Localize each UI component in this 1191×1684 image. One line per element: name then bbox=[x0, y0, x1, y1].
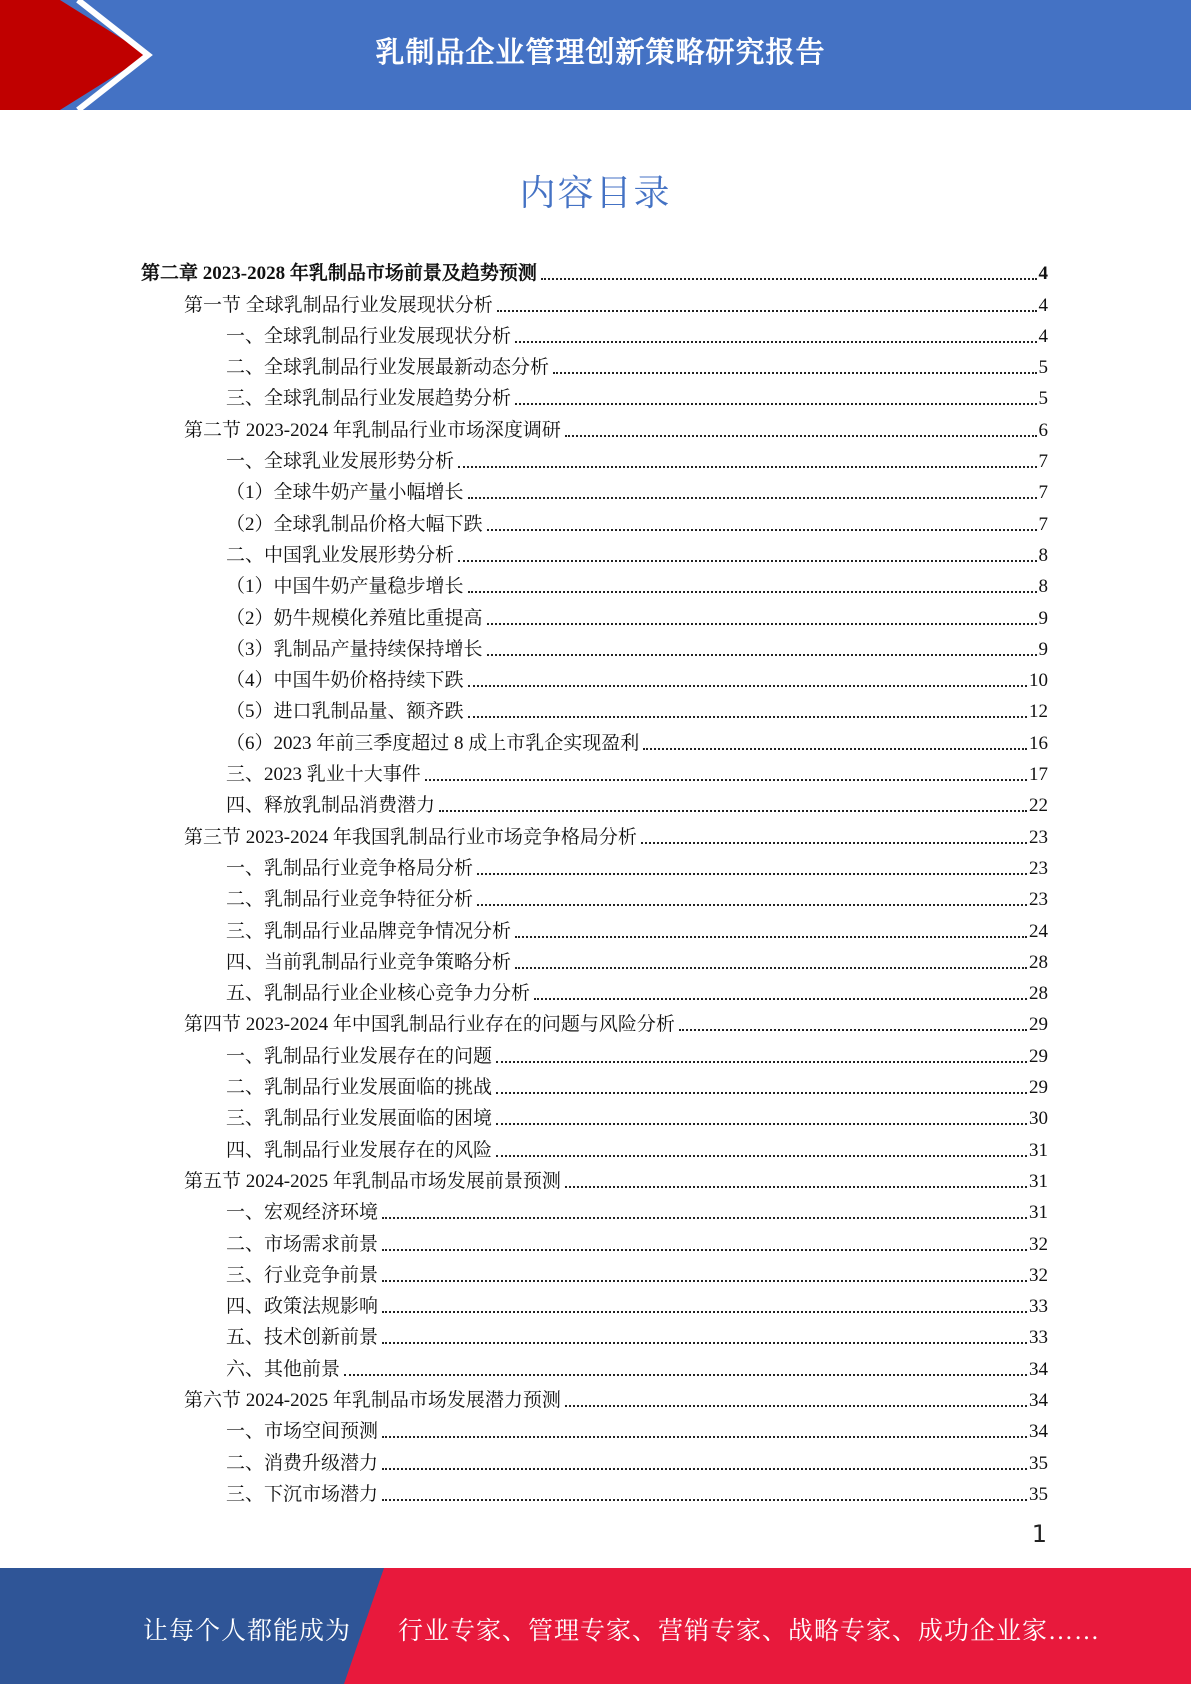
toc-entry[interactable] bbox=[0, 1257, 1191, 1288]
toc-entry[interactable] bbox=[0, 349, 1191, 380]
toc-entry-title: 第四节 2023-2024 年中国乳制品行业存在的问题与风险分析 bbox=[184, 1014, 675, 1036]
toc-entry-page: 32 bbox=[1029, 1264, 1048, 1286]
toc-entry-title: 三、乳制品行业发展面临的困境 bbox=[226, 1108, 493, 1130]
toc-entry[interactable] bbox=[0, 756, 1191, 787]
toc-entry-title: 一、全球乳业发展形势分析 bbox=[226, 451, 455, 473]
table-of-contents bbox=[0, 255, 1191, 1507]
toc-entry[interactable] bbox=[0, 1382, 1191, 1413]
toc-entry[interactable] bbox=[0, 1037, 1191, 1068]
toc-entry-page: 33 bbox=[1029, 1296, 1048, 1318]
toc-entry[interactable] bbox=[0, 1194, 1191, 1225]
toc-entry[interactable] bbox=[0, 380, 1191, 411]
toc-leader-dots bbox=[541, 278, 1037, 280]
toc-entry-page: 31 bbox=[1029, 1139, 1048, 1161]
toc-leader-dots bbox=[487, 654, 1037, 656]
toc-entry[interactable] bbox=[0, 1319, 1191, 1350]
toc-leader-dots bbox=[643, 748, 1027, 750]
toc-entry[interactable] bbox=[0, 881, 1191, 912]
toc-entry-page: 7 bbox=[1038, 513, 1048, 535]
toc-entry[interactable] bbox=[0, 599, 1191, 630]
toc-leader-dots bbox=[344, 1374, 1027, 1376]
toc-entry-page: 29 bbox=[1029, 1077, 1048, 1099]
toc-leader-dots bbox=[515, 341, 1036, 343]
toc-entry[interactable] bbox=[0, 1131, 1191, 1162]
toc-entry-page: 28 bbox=[1029, 951, 1048, 973]
toc-entry-page: 9 bbox=[1038, 638, 1048, 660]
toc-entry-title: （4）中国牛奶价格持续下跌 bbox=[226, 670, 464, 692]
toc-entry[interactable] bbox=[0, 1100, 1191, 1131]
toc-entry-page: 34 bbox=[1029, 1389, 1048, 1411]
toc-entry-title: （1）全球牛奶产量小幅增长 bbox=[226, 482, 464, 504]
toc-entry[interactable] bbox=[0, 1069, 1191, 1100]
toc-entry-page: 29 bbox=[1029, 1045, 1048, 1067]
toc-entry-page: 31 bbox=[1029, 1170, 1048, 1192]
toc-entry[interactable] bbox=[0, 693, 1191, 724]
toc-entry-title: 二、全球乳制品行业发展最新动态分析 bbox=[226, 357, 550, 379]
toc-entry-page: 35 bbox=[1029, 1483, 1048, 1505]
toc-entry-page: 17 bbox=[1029, 764, 1048, 786]
toc-entry-title: 一、乳制品行业发展存在的问题 bbox=[226, 1045, 493, 1067]
toc-entry[interactable] bbox=[0, 631, 1191, 662]
toc-entry[interactable] bbox=[0, 474, 1191, 505]
toc-entry[interactable] bbox=[0, 568, 1191, 599]
toc-entry-title: 三、2023 乳业十大事件 bbox=[226, 764, 421, 786]
toc-entry-title: 二、乳制品行业竞争特征分析 bbox=[226, 889, 474, 911]
toc-entry-page: 10 bbox=[1029, 670, 1048, 692]
toc-leader-dots bbox=[382, 1436, 1027, 1438]
toc-entry-page: 8 bbox=[1038, 544, 1048, 566]
toc-entry-page: 23 bbox=[1029, 857, 1048, 879]
toc-leader-dots bbox=[425, 779, 1027, 781]
toc-leader-dots bbox=[534, 998, 1027, 1000]
toc-entry-title: 第五节 2024-2025 年乳制品市场发展前景预测 bbox=[184, 1170, 561, 1192]
toc-entry-page: 4 bbox=[1038, 294, 1048, 316]
page-footer bbox=[0, 1568, 1191, 1684]
toc-leader-dots bbox=[458, 466, 1036, 468]
toc-entry[interactable] bbox=[0, 1476, 1191, 1507]
toc-entry[interactable] bbox=[0, 255, 1191, 286]
toc-entry-page: 9 bbox=[1038, 607, 1048, 629]
toc-entry[interactable] bbox=[0, 286, 1191, 317]
toc-leader-dots bbox=[468, 685, 1027, 687]
toc-entry-page: 4 bbox=[1038, 325, 1048, 347]
toc-leader-dots bbox=[487, 623, 1037, 625]
toc-entry-page: 24 bbox=[1029, 920, 1048, 942]
toc-entry[interactable] bbox=[0, 850, 1191, 881]
toc-entry-title: 二、市场需求前景 bbox=[226, 1233, 379, 1255]
toc-entry-page: 22 bbox=[1029, 795, 1048, 817]
toc-entry[interactable] bbox=[0, 443, 1191, 474]
toc-entry-title: 一、乳制品行业竞争格局分析 bbox=[226, 857, 474, 879]
toc-entry-title: 一、市场空间预测 bbox=[226, 1421, 379, 1443]
toc-leader-dots bbox=[477, 873, 1027, 875]
toc-entry-page: 12 bbox=[1029, 701, 1048, 723]
toc-leader-dots bbox=[565, 1186, 1027, 1188]
toc-entry-title: 第一节 全球乳制品行业发展现状分析 bbox=[184, 294, 493, 316]
toc-entry-page: 7 bbox=[1038, 451, 1048, 473]
toc-entry-page: 35 bbox=[1029, 1452, 1048, 1474]
toc-leader-dots bbox=[487, 529, 1037, 531]
toc-leader-dots bbox=[468, 591, 1037, 593]
toc-entry[interactable] bbox=[0, 1350, 1191, 1381]
toc-leader-dots bbox=[382, 1342, 1027, 1344]
toc-entry-title: （6）2023 年前三季度超过 8 成上市乳企实现盈利 bbox=[226, 732, 640, 754]
toc-leader-dots bbox=[496, 1155, 1027, 1157]
toc-entry-title: 五、技术创新前景 bbox=[226, 1327, 379, 1349]
toc-entry[interactable] bbox=[0, 537, 1191, 568]
toc-entry[interactable] bbox=[0, 1163, 1191, 1194]
toc-entry[interactable] bbox=[0, 1225, 1191, 1256]
toc-entry-title: 三、行业竞争前景 bbox=[226, 1264, 379, 1286]
toc-entry-title: （2）奶牛规模化养殖比重提高 bbox=[226, 607, 483, 629]
toc-entry-title: 第三节 2023-2024 年我国乳制品行业市场竞争格局分析 bbox=[184, 826, 637, 848]
toc-entry-title: 第二节 2023-2024 年乳制品行业市场深度调研 bbox=[184, 419, 561, 441]
toc-entry-title: （3）乳制品产量持续保持增长 bbox=[226, 638, 483, 660]
toc-entry-page: 8 bbox=[1038, 576, 1048, 598]
toc-entry-title: 五、乳制品行业企业核心竞争力分析 bbox=[226, 983, 531, 1005]
footer-slogan-left: 让每个人都能成为 bbox=[143, 1618, 352, 1645]
toc-leader-dots bbox=[382, 1280, 1027, 1282]
toc-entry[interactable] bbox=[0, 912, 1191, 943]
toc-entry-page: 32 bbox=[1029, 1233, 1048, 1255]
toc-entry-title: （2）全球乳制品价格大幅下跌 bbox=[226, 513, 483, 535]
toc-entry-page: 5 bbox=[1038, 357, 1048, 379]
toc-entry[interactable] bbox=[0, 411, 1191, 442]
toc-entry-page: 29 bbox=[1029, 1014, 1048, 1036]
toc-entry-page: 23 bbox=[1029, 889, 1048, 911]
toc-entry-title: 四、乳制品行业发展存在的风险 bbox=[226, 1139, 493, 1161]
toc-leader-dots bbox=[679, 1029, 1027, 1031]
toc-entry-title: （1）中国牛奶产量稳步增长 bbox=[226, 576, 464, 598]
toc-entry-title: 四、释放乳制品消费潜力 bbox=[226, 795, 436, 817]
toc-entry[interactable] bbox=[0, 944, 1191, 975]
toc-leader-dots bbox=[468, 716, 1027, 718]
toc-entry-title: 三、全球乳制品行业发展趋势分析 bbox=[226, 388, 512, 410]
toc-leader-dots bbox=[497, 310, 1037, 312]
toc-leader-dots bbox=[382, 1468, 1027, 1470]
toc-entry[interactable] bbox=[0, 1413, 1191, 1444]
toc-leader-dots bbox=[439, 810, 1027, 812]
toc-entry-title: 四、当前乳制品行业竞争策略分析 bbox=[226, 951, 512, 973]
toc-entry[interactable] bbox=[0, 1444, 1191, 1475]
page-header bbox=[0, 0, 1191, 110]
toc-entry-title: 四、政策法规影响 bbox=[226, 1296, 379, 1318]
toc-entry-title: 二、中国乳业发展形势分析 bbox=[226, 544, 455, 566]
toc-entry[interactable] bbox=[0, 505, 1191, 536]
toc-leader-dots bbox=[382, 1499, 1027, 1501]
toc-entry-page: 5 bbox=[1038, 388, 1048, 410]
toc-entry-page: 30 bbox=[1029, 1108, 1048, 1130]
toc-entry-title: 第六节 2024-2025 年乳制品市场发展潜力预测 bbox=[184, 1389, 561, 1411]
toc-entry-title: 二、消费升级潜力 bbox=[226, 1452, 379, 1474]
toc-entry[interactable] bbox=[0, 662, 1191, 693]
toc-leader-dots bbox=[496, 1061, 1027, 1063]
toc-leader-dots bbox=[382, 1217, 1027, 1219]
toc-leader-dots bbox=[641, 842, 1027, 844]
toc-entry-page: 34 bbox=[1029, 1421, 1048, 1443]
toc-entry[interactable] bbox=[0, 1288, 1191, 1319]
toc-leader-dots bbox=[515, 967, 1027, 969]
toc-leader-dots bbox=[553, 372, 1036, 374]
toc-entry-page: 28 bbox=[1029, 983, 1048, 1005]
toc-entry[interactable] bbox=[0, 787, 1191, 818]
toc-leader-dots bbox=[477, 904, 1027, 906]
toc-entry-page: 34 bbox=[1029, 1358, 1048, 1380]
toc-entry-title: 六、其他前景 bbox=[226, 1358, 341, 1380]
toc-entry-title: 一、宏观经济环境 bbox=[226, 1202, 379, 1224]
toc-entry-page: 4 bbox=[1038, 263, 1048, 285]
toc-entry[interactable] bbox=[0, 724, 1191, 755]
toc-entry[interactable] bbox=[0, 318, 1191, 349]
header-title: 乳制品企业管理创新策略研究报告 bbox=[375, 35, 826, 69]
toc-leader-dots bbox=[496, 1123, 1027, 1125]
toc-leader-dots bbox=[382, 1249, 1027, 1251]
toc-entry-title: 第二章 2023-2028 年乳制品市场前景及趋势预测 bbox=[141, 263, 537, 285]
toc-leader-dots bbox=[382, 1311, 1027, 1313]
toc-leader-dots bbox=[515, 936, 1027, 938]
footer-slogan-right: 行业专家、管理专家、营销专家、战略专家、成功企业家…… bbox=[398, 1618, 1101, 1645]
toc-entry-page: 31 bbox=[1029, 1202, 1048, 1224]
toc-leader-dots bbox=[515, 403, 1036, 405]
toc-leader-dots bbox=[468, 497, 1037, 499]
toc-entry[interactable] bbox=[0, 975, 1191, 1006]
toc-entry-title: 三、下沉市场潜力 bbox=[226, 1483, 379, 1505]
toc-leader-dots bbox=[565, 435, 1037, 437]
toc-leader-dots bbox=[496, 1092, 1027, 1094]
toc-entry-page: 6 bbox=[1038, 419, 1048, 441]
page-number: 1 bbox=[1031, 1520, 1047, 1548]
toc-entry-title: 一、全球乳制品行业发展现状分析 bbox=[226, 325, 512, 347]
toc-entry-page: 33 bbox=[1029, 1327, 1048, 1349]
toc-entry-page: 23 bbox=[1029, 826, 1048, 848]
toc-entry-page: 16 bbox=[1029, 732, 1048, 754]
toc-title: 内容目录 bbox=[519, 173, 672, 214]
toc-entry[interactable] bbox=[0, 818, 1191, 849]
toc-entry-title: 三、乳制品行业品牌竞争情况分析 bbox=[226, 920, 512, 942]
toc-entry-title: 二、乳制品行业发展面临的挑战 bbox=[226, 1077, 493, 1099]
toc-entry-page: 7 bbox=[1038, 482, 1048, 504]
toc-leader-dots bbox=[565, 1405, 1027, 1407]
toc-entry[interactable] bbox=[0, 1006, 1191, 1037]
toc-entry-title: （5）进口乳制品量、额齐跌 bbox=[226, 701, 464, 723]
toc-leader-dots bbox=[458, 560, 1036, 562]
